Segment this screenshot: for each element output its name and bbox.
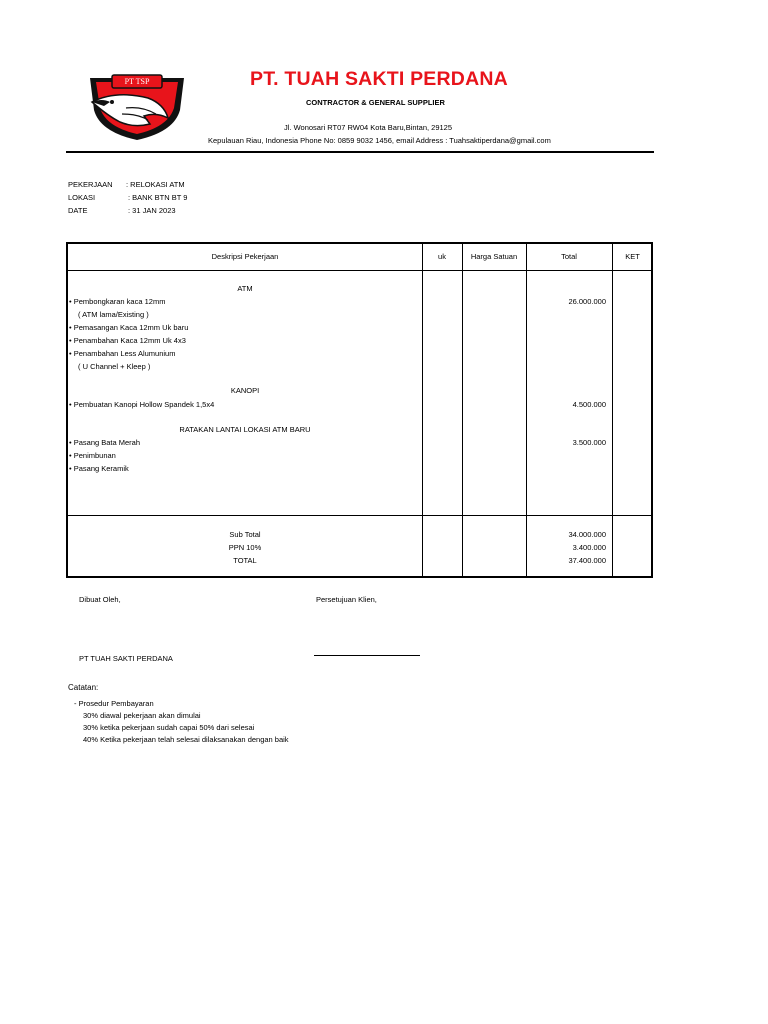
table-row-sub: ( ATM lama/Existing ) bbox=[78, 310, 149, 319]
note-item: 30% diawal pekerjaan akan dimulai bbox=[83, 711, 201, 720]
logo-text: PT TSP bbox=[124, 77, 150, 86]
bullet: • bbox=[69, 464, 72, 473]
table-row bbox=[69, 400, 214, 410]
bullet: • bbox=[69, 400, 72, 409]
info-label: PEKERJAAN bbox=[68, 180, 113, 189]
bullet: • bbox=[69, 451, 72, 460]
bullet: • bbox=[69, 336, 72, 345]
table-row bbox=[69, 336, 186, 346]
company-tagline: CONTRACTOR & GENERAL SUPPLIER bbox=[306, 98, 445, 107]
col-divider bbox=[612, 244, 613, 576]
table-row bbox=[69, 323, 188, 333]
table-row bbox=[69, 297, 165, 307]
note-item: 30% ketika pekerjaan sudah capai 50% dari selesai bbox=[83, 723, 255, 732]
row-desc: Penambahan Less Alumunium bbox=[73, 349, 176, 358]
summary-label-ppn: PPN 10% bbox=[228, 543, 262, 552]
summary-value-ppn: 3.400.000 bbox=[572, 543, 606, 552]
made-by-label: Dibuat Oleh, bbox=[79, 595, 121, 604]
bullet: • bbox=[69, 349, 72, 358]
total-kanopi: 4.500.000 bbox=[572, 400, 606, 409]
row-desc: Penimbunan bbox=[73, 451, 116, 460]
info-label: LOKASI bbox=[68, 193, 96, 202]
row-desc: Pasang Bata Merah bbox=[73, 438, 141, 447]
info-row-date bbox=[68, 206, 268, 216]
section-title-ratakan-lantai: RATAKAN LANTAI LOKASI ATM BARU bbox=[179, 425, 311, 434]
summary-value-total: 37.400.000 bbox=[568, 556, 606, 565]
info-value: : 31 JAN 2023 bbox=[128, 206, 176, 215]
note-item: - Prosedur Pembayaran bbox=[74, 699, 154, 708]
summary-label-total: TOTAL bbox=[233, 556, 257, 565]
info-row-pekerjaan bbox=[68, 180, 268, 190]
table-row bbox=[69, 438, 140, 448]
bullet: • bbox=[69, 438, 72, 447]
summary-label-subtotal: Sub Total bbox=[229, 530, 261, 539]
notes-title: Catatan: bbox=[68, 683, 99, 692]
col-divider bbox=[526, 244, 527, 576]
header-deskripsi: Deskripsi Pekerjaan bbox=[211, 252, 279, 261]
work-table bbox=[66, 242, 653, 578]
col-divider bbox=[422, 244, 423, 576]
header-total: Total bbox=[561, 252, 577, 261]
col-divider bbox=[462, 244, 463, 576]
address-line-2: Kepulauan Riau, Indonesia Phone No: 0859 9032 1456, email Address : Tuahsaktiperdana@gmail.com bbox=[208, 136, 551, 145]
client-approval-label: Persetujuan Klien, bbox=[316, 595, 377, 604]
table-row bbox=[69, 451, 116, 461]
info-label: DATE bbox=[68, 206, 88, 215]
info-value: : BANK BTN BT 9 bbox=[128, 193, 188, 202]
info-row-lokasi bbox=[68, 193, 268, 203]
section-title-atm: ATM bbox=[237, 284, 253, 293]
summary-value-subtotal: 34.000.000 bbox=[568, 530, 606, 539]
row-desc: Pemasangan Kaca 12mm Uk baru bbox=[73, 323, 189, 332]
header-divider bbox=[66, 151, 654, 153]
header-harga-satuan: Harga Satuan bbox=[470, 252, 518, 261]
client-signature-line bbox=[314, 655, 420, 656]
company-logo bbox=[86, 72, 188, 142]
table-header-divider bbox=[68, 270, 651, 271]
note-item: 40% Ketika pekerjaan telah selesai dilaksanakan dengan baik bbox=[83, 735, 289, 744]
row-desc: Pembongkaran kaca 12mm bbox=[73, 297, 166, 306]
table-summary-divider bbox=[68, 515, 651, 516]
bullet: • bbox=[69, 323, 72, 332]
header-ket: KET bbox=[625, 252, 640, 261]
row-desc: Penambahan Kaca 12mm Uk 4x3 bbox=[73, 336, 186, 345]
row-desc: Pasang Keramik bbox=[73, 464, 129, 473]
total-atm: 26.000.000 bbox=[568, 297, 606, 306]
header-uk: uk bbox=[438, 252, 446, 261]
total-ratakan-lantai: 3.500.000 bbox=[572, 438, 606, 447]
info-value: : RELOKASI ATM bbox=[126, 180, 185, 189]
address-line-1: Jl. Wonosari RT07 RW04 Kota Baru,Bintan, 29125 bbox=[284, 123, 453, 132]
section-title-kanopi: KANOPI bbox=[230, 386, 260, 395]
company-name: PT. TUAH SAKTI PERDANA bbox=[250, 68, 508, 90]
table-row-sub: ( U Channel + Kleep ) bbox=[78, 362, 151, 371]
company-signature-name: PT TUAH SAKTI PERDANA bbox=[79, 654, 173, 663]
table-row bbox=[69, 464, 129, 474]
bullet: • bbox=[69, 297, 72, 306]
table-row bbox=[69, 349, 175, 359]
row-desc: Pembuatan Kanopi Hollow Spandek 1,5x4 bbox=[73, 400, 215, 409]
